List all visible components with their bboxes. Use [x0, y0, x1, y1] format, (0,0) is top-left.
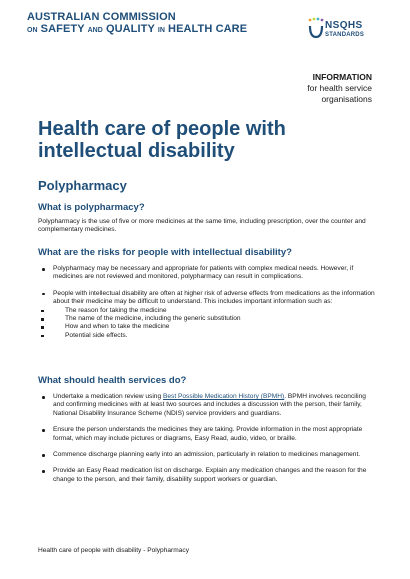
section-risks: [38, 247, 378, 348]
bpmh-link[interactable]: Best Possible Medication History (BPMH): [162, 393, 285, 400]
section-paragraph: Polypharmacy is the use of five or more medicines at the same time, including prescription, over the counter and complementary medicines.: [38, 218, 366, 234]
nsqhs-sub: STANDARDS: [325, 32, 365, 38]
list-item: Ensure the person understands the medicines they are taking. Provide information in the most appropriate format, which may include pictures or diagrams, Easy Read, audio, video, or braille.: [53, 426, 378, 443]
bullet-list: [38, 393, 378, 484]
audience-line2: organisations: [321, 94, 372, 104]
list-item-text: Undertake a medication review using: [53, 393, 163, 400]
list-item: Provide an Easy Read medication list on discharge. Explain any medication changes and the reason for the change to the person, and their family, disability support workers or guardian.: [53, 467, 378, 484]
nsqhs-name: NSQHS: [325, 20, 363, 31]
sub-list: [53, 307, 378, 341]
audience-block: [307, 72, 372, 105]
commission-logo: [27, 11, 247, 37]
commission-name-line1: AUSTRALIAN COMMISSION: [27, 11, 176, 23]
sub-list-item: The reason for taking the medicine: [65, 307, 378, 315]
list-item: [53, 393, 378, 418]
commission-name-line2: ON SAFETY AND QUALITY IN HEALTH CARE: [27, 23, 248, 35]
audience-label: INFORMATION: [312, 72, 372, 82]
nsqhs-standards-logo: [308, 17, 374, 43]
sub-list-item: Potential side effects.: [65, 332, 378, 340]
section-heading: What is polypharmacy?: [38, 202, 145, 213]
bullet-list: [38, 265, 378, 340]
list-item-text: . BPMH involves reconciling and confirming medicines with at least two sources and includes a discussion with the person, their family, National Disability Insurance Scheme (NDIS) service providers and guardians.: [53, 393, 366, 417]
sub-list-item: How and when to take the medicine: [65, 323, 378, 331]
list-item: Commence discharge planning early into an admission, particularly in relation to medicines management.: [53, 451, 378, 459]
page-subtitle: Polypharmacy: [38, 178, 127, 193]
section-what-to-do: [38, 375, 378, 492]
section-heading: What should health services do?: [38, 375, 187, 386]
nsqhs-emblem-icon: [308, 17, 324, 41]
audience-line1: for health service: [307, 83, 372, 93]
page-footer: Health care of people with disability - Polypharmacy: [38, 547, 189, 554]
list-item: [53, 290, 378, 340]
list-item-text: People with intellectual disability are often at higher risk of adverse effects from medications as the information about their medicine may be difficult to understand. This includes important information such as:: [53, 289, 375, 306]
page-title: Health care of people with intellectual disability: [38, 118, 286, 162]
list-item: Polypharmacy may be necessary and appropriate for patients with complex medical needs. However, if medicines are not reviewed and monitored, polypharmacy can result in complications.: [53, 265, 378, 282]
section-what-is: [38, 202, 378, 235]
sub-list-item: The name of the medicine, including the generic substitution: [65, 315, 378, 323]
section-heading: What are the risks for people with intellectual disability?: [38, 247, 292, 258]
